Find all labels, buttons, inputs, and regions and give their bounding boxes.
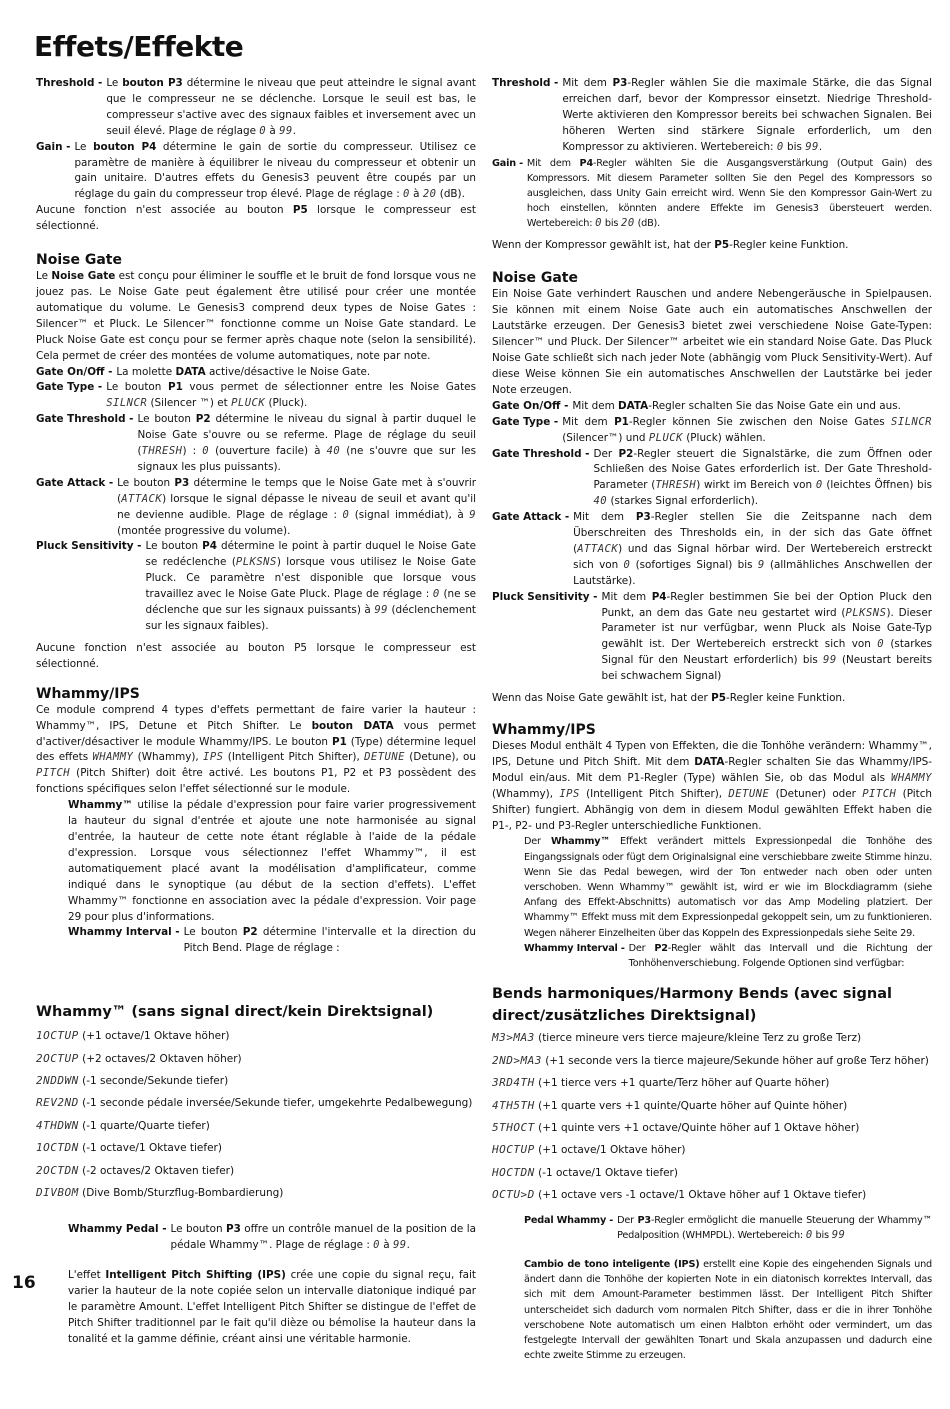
de-gain xyxy=(492,156,932,232)
term-desc: Le bouton P3 offre un contrôle manuel de la position de la pédale Whammy™. Plage de réglage : 0 à 99. xyxy=(170,1223,476,1252)
item-desc: (-1 octave/1 Oktave tiefer) xyxy=(538,1166,678,1179)
list-item xyxy=(36,1115,476,1137)
de-gate-onoff xyxy=(492,399,932,415)
item-desc: (+1 octave/1 Oktave höher) xyxy=(538,1144,686,1157)
term-desc: Le bouton P2 détermine le niveau du signal à partir duquel le Noise Gate s'ouvre ou se referme. Plage de réglage du seuil (THRESH) : 0 (ouverture facile) à 40 (ne s'ouvre que sur les signaux les plus puissants). xyxy=(137,413,476,473)
item-desc: (tierce mineure vers tierce majeure/kleine Terz zu große Terz) xyxy=(538,1032,862,1045)
de-whammy-desc: Der Whammy™ Effekt verändert mittels Expressionpedal die Tonhöhe des Eingangssignals oder fügt dem Originalsignal eine verschiebbare zweite Stimme hinzu. Wenn Sie das Pedal bewegen, wird der Ton entweder nach oben oder unten verschoben. Wenn Whammy™ gewählt ist, wird er wie im Blockdiagramm (siehe Anfang des Effekt-Abschnitts) automatisch vor das Amp Modeling platziert. Der Whammy™ Effekt muss mit dem Expressionpedal gekoppelt sein, um zu funktionieren. Wegen näherer Einzelheiten über das Koppeln des Expressionpedals siehe Seite 29. xyxy=(524,836,933,939)
term-label: Gate Type - xyxy=(492,415,559,428)
list-item xyxy=(492,1095,932,1117)
lcd-code: DIVBOM xyxy=(36,1186,79,1200)
term-desc: Le bouton P3 détermine le niveau que peut atteindre le signal avant que le compresseur ne se déclenche. Lorsque le seuil est bas, le compresseur s'active avec des signaux faibles et inversement avec un seuil élevé. Plage de réglage 0 à 99. xyxy=(106,77,476,137)
item-desc: (+1 tierce vers +1 quarte/Terz höher auf Quarte höher) xyxy=(538,1077,830,1090)
fr-no-p5-gate: Aucune fonction n'est associée au bouton P5 lorsque le compresseur est sélectionné. xyxy=(36,641,476,670)
fr-noise-gate-heading: Noise Gate xyxy=(36,252,122,269)
term-label: Gate Threshold - xyxy=(36,413,134,426)
term-desc: Mit dem P4-Regler bestimmen Sie bei der Option Pluck den Punkt, an dem das Gate neu gestartet wird (PLKSNS). Dieser Parameter ist nur verfügbar, wenn Pluck als Noise Gate-Typ gewählt ist. Der Wertebereich erstreckt sich von 0 (starkes Signal für den Neustart erforderlich) bis 99 (Neustart bereits bei schwachem Signal) xyxy=(601,590,933,683)
fr-whammy-desc: Whammy™ utilise la pédale d'expression pour faire varier progressivement la hauteur du signal d'entrée et ajoute une note harmonisée au signal d'entrée, la hauteur de cette note étant réglable à l'aide de la pédale d'expression. Lorsque vous sélectionnez l'effet Whammy™, il est automatiquement placé avant la modélisation d'amplificateur, comme indiqué dans le synoptique (au début de la section d'effets). L'effet Whammy™ fonctionne en association avec la pédale d'expression. Voir page 29 pour plus d'informations. xyxy=(68,799,476,923)
item-desc: (+1 quarte vers +1 quinte/Quarte höher auf Quinte höher) xyxy=(538,1099,848,1112)
de-pluck-sensitivity xyxy=(492,590,932,685)
fr-noise-gate-intro: Le Noise Gate est conçu pour éliminer le souffle et le bruit de fond lorsque vous ne jouez pas. Le Noise Gate peut également être utilisé pour créer une montée automatique du volume. Le Genesis3 comprend deux types de Noise Gates : Silencer™ et Pluck. Le Silencer™ fonctionne comme un Noise Gate standard. Le Pluck Noise Gate est conçu pour se fermer après chaque note (selon la sensibilité). Cela permet de créer des montées de volume automatiques, note par note. xyxy=(36,270,476,362)
list-item xyxy=(492,1139,932,1161)
lcd-code: 4TH5TH xyxy=(492,1098,535,1112)
de-noise-gate-heading: Noise Gate xyxy=(492,270,578,287)
term-label: Pedal Whammy - xyxy=(524,1214,614,1226)
list-item xyxy=(492,1184,932,1206)
list-item xyxy=(492,1050,932,1072)
item-desc: (Dive Bomb/Sturzflug-Bombardierung) xyxy=(82,1187,284,1200)
fr-gain xyxy=(36,140,476,204)
term-desc: Le bouton P4 détermine le point à partir duquel le Noise Gate se redéclenche (PLKSNS) lorsque vous utilisez le Noise Gate Pluck. Ce paramètre n'est disponible que lorsque vous travaillez avec le Noise Gate Pluck. Plage de réglage : 0 (ne se déclenche que sur les signaux puissants) à 99 (déclenchement sur les signaux faibles). xyxy=(145,540,476,632)
de-whammy-intro: Dieses Modul enthält 4 Typen von Effekten, die die Tonhöhe verändern: Whammy™, IPS, Detune und Pitch Shift. Mit dem DATA-Regler schalten Sie das Whammy/IPS-Modul ein/aus. Mit dem P1-Regler (Type) wählen Sie, ob das Modul als WHAMMY (Whammy), IPS (Intelligent Pitch Shifter), DETUNE (Detuner) oder PITCH (Pitch Shifter) fungiert. Abhängig von dem in diesem Modul gewählten Effekt haben die P1-, P2- und P3-Regler unterschiedliche Funktionen. xyxy=(492,740,932,832)
term-desc: La molette DATA active/désactive le Noise Gate. xyxy=(116,365,371,378)
term-label: Pluck Sensitivity - xyxy=(36,540,142,553)
french-column xyxy=(36,76,476,1348)
list-item xyxy=(36,1025,476,1047)
de-gate-type xyxy=(492,415,932,447)
list-item xyxy=(492,1027,932,1049)
lcd-code: 4THDWN xyxy=(36,1118,79,1132)
item-desc: (-1 octave/1 Oktave tiefer) xyxy=(82,1142,222,1155)
term-label: Threshold - xyxy=(492,77,559,89)
term-desc: Le bouton P2 détermine l'intervalle et la direction du Pitch Bend. Plage de réglage : xyxy=(183,926,476,955)
list-item xyxy=(492,1072,932,1094)
lcd-code: 1OCTDN xyxy=(36,1141,79,1155)
term-desc: Le bouton P4 détermine le gain de sortie du compresseur. Utilisez ce paramètre de manière à équilibrer le niveau du compresseur et obtenir un gain unitaire. D'autres effets du Genesis3 peuvent être coupés par un réglage du gain du compresseur trop élevé. Plage de réglage : 0 à 20 (dB). xyxy=(74,140,476,201)
item-desc: (+1 quinte vers +1 octave/Quinte höher auf 1 Oktave höher) xyxy=(538,1121,860,1134)
de-pedal-whammy xyxy=(524,1213,932,1243)
list-item xyxy=(36,1092,476,1114)
fr-no-p5-comp: Aucune fonction n'est associée au bouton P5 lorsque le compresseur est sélectionné. xyxy=(36,204,476,233)
item-desc: (+1 seconde vers la tierce majeure/Sekunde höher auf große Terz höher) xyxy=(545,1054,929,1067)
term-label: Gate Threshold - xyxy=(492,447,590,460)
term-label: Gate Type - xyxy=(36,381,103,394)
fr-whammy-heading: Whammy/IPS xyxy=(36,685,140,702)
de-gate-attack xyxy=(492,510,932,590)
harmony-bends-list xyxy=(492,1027,932,1206)
term-label: Gate Attack - xyxy=(492,511,570,524)
fr-gate-threshold xyxy=(36,412,476,476)
term-desc: Mit dem DATA-Regler schalten Sie das Noise Gate ein und aus. xyxy=(572,399,901,412)
fr-gate-attack xyxy=(36,476,476,540)
de-no-p5-gate: Wenn das Noise Gate gewählt ist, hat der P5-Regler keine Funktion. xyxy=(492,692,846,705)
term-label: Gate On/Off - xyxy=(492,399,569,412)
item-desc: (+2 octaves/2 Oktaven höher) xyxy=(82,1052,242,1065)
term-desc: Mit dem P3-Regler stellen Sie die Zeitspanne nach dem Überschreiten des Thresholds ein, in der sich das Gate öffnet (ATTACK) und das Signal hörbar wird. Der Wertebereich erstreckt sich von 0 (sofortiges Signal) bis 9 (allmähliches Anschwellen der Lautstärke). xyxy=(573,511,932,587)
term-desc: Mit dem P1-Regler können Sie zwischen den Noise Gates SILNCR (Silencer™) und PLUCK (Pluck) wählen. xyxy=(562,415,932,444)
fr-threshold xyxy=(36,76,476,140)
list-item xyxy=(36,1070,476,1092)
de-whammy-heading: Whammy/IPS xyxy=(492,722,596,739)
lcd-code: 2OCTDN xyxy=(36,1163,79,1177)
fr-ips-paragraph: L'effet Intelligent Pitch Shifting (IPS) crée une copie du signal reçu, fait varier la hauteur de la note copiée selon un intervalle diatonique indiqué par le paramètre Amount. L'effet Intelligent Pitch Shifter se distingue de l'effet de Pitch Shifter traditionnel par le fait qu'il dièze ou bémolise la hauteur dans la tonalité et la gamme définie, créant ainsi une véritable harmonie. xyxy=(68,1269,476,1345)
list-item xyxy=(492,1162,932,1184)
list-item xyxy=(36,1182,476,1204)
lcd-code: M3>MA3 xyxy=(492,1031,535,1045)
list-item xyxy=(36,1048,476,1070)
term-desc: Le bouton P1 vous permet de sélectionner entre les Noise Gates SILNCR (Silencer ™) et PLUCK (Pluck). xyxy=(106,381,476,410)
term-label: Threshold - xyxy=(36,77,103,89)
harmony-list-heading: Bends harmoniques/Harmony Bends (avec signal direct/zusätzliches Direktsignal) xyxy=(492,986,892,1025)
fr-gate-type xyxy=(36,380,476,412)
item-desc: (-1 quarte/Quarte tiefer) xyxy=(82,1119,210,1132)
term-label: Whammy Interval - xyxy=(524,942,625,954)
term-desc: Mit dem P3-Regler wählen Sie die maximale Stärke, die das Signal erreichen darf, bevor der Kompressor einsetzt. Niedrige Threshold-Werte aktivieren den Kompressor bereits bei schwachen Signalen. Bei höheren Werten sind stärkere Signale erforderlich, um den Kompressor zu aktivieren. Wertebereich: 0 bis 99. xyxy=(562,77,932,153)
de-noise-gate-intro: Ein Noise Gate verhindert Rauschen und andere Nebengeräusche in Spielpausen. Sie können mit einem Noise Gate auch ein automatisches Anschwellen der Lautstärke erzeugen. Der Genesis3 bietet zwei verschiedene Noise Gate-Typen: Silencer™ und Pluck. Der Silencer™ arbeitet wie ein standard Noise Gate. Das Pluck Noise Gate schließt sich nach jeder Note (abhängig vom Pluck Sensitivity-Wert). Auf diese Weise können Sie ein automatisches Anschwellen der Lautstärke bei jeder Note erzeugen. xyxy=(492,288,932,396)
lcd-code: OCTU>D xyxy=(492,1188,535,1202)
lcd-code: 5THOCT xyxy=(492,1120,535,1134)
lcd-code: 3RD4TH xyxy=(492,1076,535,1090)
item-desc: (-1 seconde/Sekunde tiefer) xyxy=(82,1075,229,1088)
lcd-code: HOCTUP xyxy=(492,1143,535,1157)
term-label: Gate On/Off - xyxy=(36,365,113,378)
item-desc: (-1 seconde pédale inversée/Sekunde tiefer, umgekehrte Pedalbewegung) xyxy=(82,1097,473,1110)
de-gate-threshold xyxy=(492,447,932,511)
lcd-code: HOCTDN xyxy=(492,1165,535,1179)
de-whammy-interval xyxy=(524,941,932,971)
term-desc: Mit dem P4-Regler wählten Sie die Ausgangsverstärkung (Output Gain) des Kompressors. Mit diesem Parameter sollten Sie den Pegel des Kompressors so ausgleichen, dass Unity Gain erreicht wird. Wenn Sie den Kompressor Gain-Wert zu hoch einstellen, könnten andere Effekte im Genesis3 übersteuert werden. Wertebereich: 0 bis 20 (dB). xyxy=(526,157,933,230)
page-title: Effets/Effekte xyxy=(34,30,244,63)
fr-whammy-pedal xyxy=(68,1222,476,1254)
de-ips-paragraph: Cambio de tono inteligente (IPS) erstellt eine Kopie des eingehenden Signals und ändert dann die Tonhöhe der kopierten Note in ein diatonisch korrektes Intervall, das sich mit dem Amount-Parameter bestimmen lässt. Der Intelligent Pitch Shifter unterscheidet sich dadurch vom normalen Pitch Shifter, dass er die in ihrer Tonhöhe verschobene Note automatisch um einen Halbton erhöht oder vermindert, um das festgelegte Intervall der gewählten Tonart und Skala anzupassen und dadurch eine echte zweite Stimme zu erzeugen. xyxy=(524,1258,932,1362)
term-desc: Der P2-Regler steuert die Signalstärke, die zum Öffnen oder Schließen des Noise Gates erforderlich ist. Der Gate Threshold-Parameter (THRESH) wirkt im Bereich von 0 (leichtes Öffnen) bis 40 (starkes Signal erforderlich). xyxy=(593,447,932,508)
list-item xyxy=(36,1160,476,1182)
term-label: Whammy Interval - xyxy=(68,926,180,939)
lcd-code: 2NDDWN xyxy=(36,1074,79,1088)
de-no-p5-comp: Wenn der Kompressor gewählt ist, hat der P5-Regler keine Funktion. xyxy=(492,238,849,251)
term-label: Gate Attack - xyxy=(36,476,114,489)
lcd-code: 2OCTUP xyxy=(36,1051,79,1065)
term-desc: Der P2-Regler wählt das Intervall und die Richtung der Tonhöhenverschiebung. Folgende Optionen sind verfügbar: xyxy=(628,942,932,970)
list-item xyxy=(492,1117,932,1139)
whammy-list-heading: Whammy™ (sans signal direct/kein Direktsignal) xyxy=(36,1004,434,1021)
term-label: Gain - xyxy=(36,140,71,153)
fr-whammy-intro: Ce module comprend 4 types d'effets permettant de faire varier la hauteur : Whammy™, IPS, Detune et Pitch Shifter. Le bouton DATA vous permet d'activer/désactiver le module Whammy/IPS. Le bouton P1 (Type) détermine lequel des effets WHAMMY (Whammy), IPS (Intelligent Pitch Shifter), DETUNE (Detune), ou PITCH (Pitch Shifter) doit être activé. Les boutons P1, P2 et P3 possèdent des fonctions spécifiques selon l'effet sélectionné sur le module. xyxy=(36,703,476,796)
item-desc: (+1 octave/1 Oktave höher) xyxy=(82,1030,230,1043)
page-number: 16 xyxy=(12,1273,36,1293)
lcd-code: 2ND>MA3 xyxy=(492,1053,542,1067)
term-label: Pluck Sensitivity - xyxy=(492,590,598,603)
fr-gate-onoff xyxy=(36,365,476,381)
term-label: Whammy Pedal - xyxy=(68,1223,167,1236)
whammy-interval-list xyxy=(36,1025,476,1204)
item-desc: (+1 octave vers -1 octave/1 Oktave höher auf 1 Oktave tiefer) xyxy=(538,1189,867,1202)
term-desc: Der P3-Regler ermöglicht die manuelle Steuerung der Whammy™ Pedalposition (WHMPDL). Wertebereich: 0 bis 99 xyxy=(617,1214,933,1241)
lcd-code: REV2ND xyxy=(36,1096,79,1110)
lcd-code: 1OCTUP xyxy=(36,1029,79,1043)
term-desc: Le bouton P3 détermine le temps que le Noise Gate met à s'ouvrir (ATTACK) lorsque le signal dépasse le niveau de seuil et avant qu'il ne devienne audible. Plage de réglage : 0 (signal immédiat), à 9 (montée progressive du volume). xyxy=(117,476,477,537)
de-threshold xyxy=(492,76,932,156)
fr-pluck-sensitivity xyxy=(36,539,476,634)
item-desc: (-2 octaves/2 Oktaven tiefer) xyxy=(82,1164,235,1177)
term-label: Gain - xyxy=(492,157,523,169)
list-item xyxy=(36,1137,476,1159)
fr-whammy-interval xyxy=(68,925,476,957)
german-column xyxy=(492,76,932,1363)
